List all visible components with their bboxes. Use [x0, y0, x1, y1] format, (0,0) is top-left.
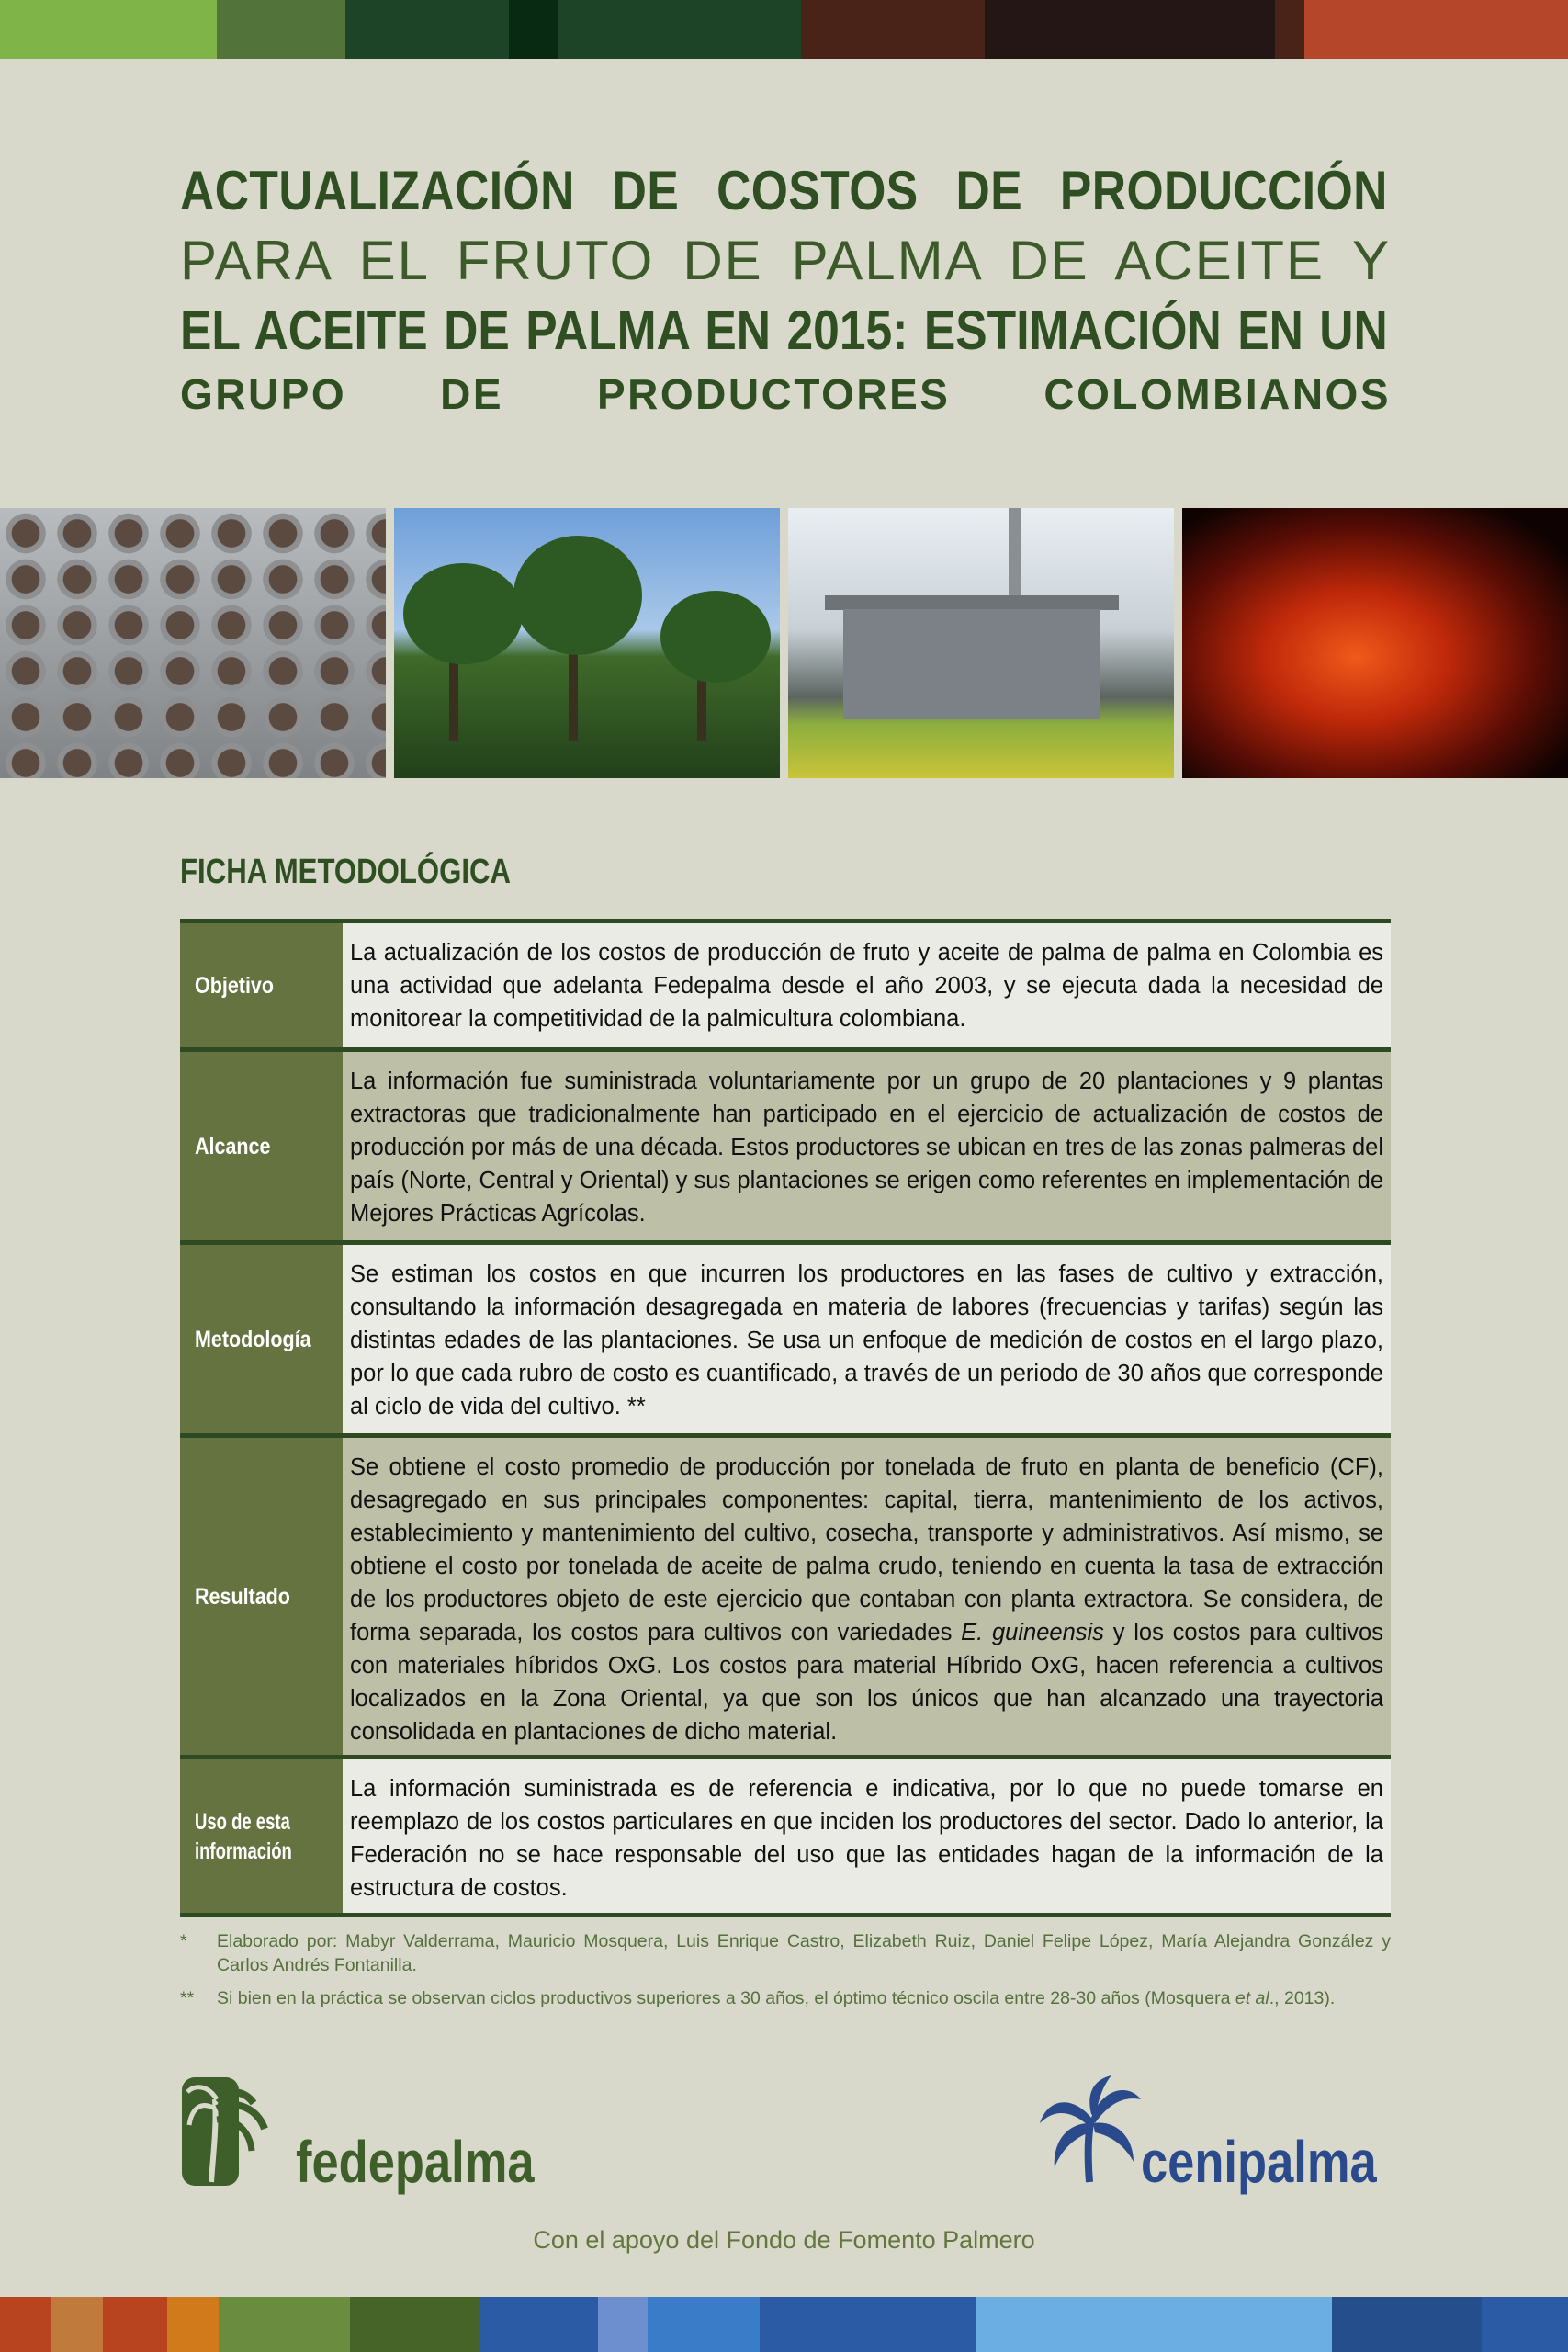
stripe-segment [509, 0, 558, 59]
stripe-segment [0, 0, 217, 59]
row-text: La información fue suministrada voluntariamente por un grupo de 20 plantaciones y 9 plantas extractoras que tradicionalmente han participado en el ejercicio de actualización de costos de producción por más de una década. Estos productores se ubican en tres de las zonas palmeras del país (Norte, Central y Oriental) y sus plantaciones se erigen como referentes en implementación de Mejores Prácticas Agrícolas. [343, 1052, 1391, 1240]
row-label-text [195, 1807, 308, 1866]
palm-fronds-icon [1034, 2072, 1145, 2191]
table-row-resultado [180, 1438, 1391, 1759]
section-title: FICHA METODOLÓGICA [180, 853, 512, 891]
footnote-text: Elaborado por: Mabyr Valderrama, Mauricio Mosquera, Luis Enrique Castro, Elizabeth Ruiz, Daniel Felipe López, María Alejandra González y Carlos Andrés Fontanilla. [217, 1931, 1391, 1975]
cenipalma-wordmark: cenipalma [1141, 2129, 1377, 2195]
footnote-text-part: ., 2013). [1269, 1988, 1336, 2008]
stripe-segment [801, 0, 985, 59]
stripe-segment [648, 2297, 760, 2352]
stripe-segment [217, 0, 345, 59]
table-row-alcance [180, 1052, 1391, 1245]
footnote-text [217, 1986, 1391, 2010]
row-label-line: Uso de esta [195, 1808, 290, 1835]
footnotes [180, 1929, 1391, 2019]
table-row-metodologia [180, 1245, 1391, 1438]
palm-oil-splash-photo [1182, 508, 1568, 778]
row-label [180, 1052, 343, 1240]
palm-leaf-icon [180, 2072, 299, 2191]
palm-crown [403, 563, 523, 664]
fedepalma-logo [180, 2072, 587, 2195]
palm-crown [660, 591, 771, 683]
stripe-segment [1332, 2297, 1482, 2352]
species-name: E. guineensis [961, 1620, 1104, 1645]
seedling-nursery-photo [0, 508, 386, 778]
row-text [343, 1438, 1391, 1755]
palm-trees-photo [394, 508, 780, 778]
row-label-text: Alcance [195, 1133, 271, 1159]
row-label [180, 1245, 343, 1433]
row-label-line: información [195, 1838, 292, 1864]
stripe-segment [1275, 0, 1304, 59]
footnote-marker: ** [180, 1988, 195, 2008]
stripe-segment [1482, 2297, 1568, 2352]
extraction-plant-photo [788, 508, 1174, 778]
stripe-segment [0, 2297, 51, 2352]
stripe-segment [219, 2297, 350, 2352]
plant-chimney [1009, 508, 1021, 609]
stripe-segment [103, 2297, 167, 2352]
bottom-color-stripe [0, 2297, 1568, 2352]
top-color-stripe [0, 0, 1568, 59]
row-label-text: Metodología [195, 1326, 311, 1352]
footnote-marker: * [180, 1931, 187, 1951]
title-line-3: EL ACEITE DE PALMA EN 2015: ESTIMACIÓN EN UN [180, 300, 1388, 361]
stripe-segment [350, 2297, 479, 2352]
document-title [180, 156, 1391, 423]
row-text-part: y los costos para cultivos con materiales híbridos OxG. Los costos para material Híbrido OxG, hacen referencia a cultivos localizados en la Zona Oriental, ya que son los únicos que han alcanzado una trayectoria consolidada en plantaciones de dicho material. [350, 1620, 1383, 1745]
plant-roof [825, 595, 1119, 610]
stripe-segment [558, 0, 801, 59]
row-label [180, 923, 343, 1047]
stripe-segment [479, 2297, 598, 2352]
row-label [180, 1438, 343, 1755]
table-row-objetivo [180, 923, 1391, 1052]
row-text: La información suministrada es de referencia e indicativa, por lo que no puede tomarse en reemplazo de los costos particulares en que inciden los productores del sector. Dado lo anterior, la Federación no se hace responsable del uso que las entidades hagan de la información de la estructura de costos. [343, 1759, 1391, 1913]
stripe-segment [167, 2297, 219, 2352]
row-label-text: Objetivo [195, 972, 275, 999]
footnote [180, 1986, 1391, 2010]
title-line-1: ACTUALIZACIÓN DE COSTOS DE PRODUCCIÓN [180, 160, 1388, 221]
fedepalma-wordmark: fedepalma [296, 2129, 535, 2195]
stripe-segment [985, 0, 1275, 59]
stripe-segment [760, 2297, 976, 2352]
stripe-segment [598, 2297, 648, 2352]
row-label-text: Resultado [195, 1583, 290, 1610]
footnote-italic: et al [1235, 1988, 1269, 2008]
photo-strip [0, 508, 1568, 778]
stripe-segment [51, 2297, 103, 2352]
methodology-table [180, 919, 1391, 1917]
stripe-segment [976, 2297, 1332, 2352]
row-text: Se estiman los costos en que incurren los productores en las fases de cultivo y extracción, consultando la información desagregada en materia de labores (frecuencias y tarifas) según las distintas edades de las plantaciones. Se usa un enfoque de medición de costos en el largo plazo, por lo que cada rubro de costo es cuantificado, a través de un periodo de 30 años que corresponde al ciclo de vida del cultivo. ** [343, 1245, 1391, 1433]
table-row-uso [180, 1759, 1391, 1917]
stripe-segment [1304, 0, 1568, 59]
row-label [180, 1759, 343, 1913]
footnote-text-part: Si bien en la práctica se observan ciclos productivos superiores a 30 años, el óptimo técnico oscila entre 28-30 años (Mosquera [217, 1988, 1235, 2008]
palm-crown [513, 536, 642, 655]
row-text-part: Se obtiene el costo promedio de producción por tonelada de fruto en planta de beneficio (CF), desagregado en sus principales componentes: capital, tierra, mantenimiento de los activos, establecimiento y mantenimiento del cultivo, cosecha, transporte y administrativos. Así mismo, se obtiene el costo por tonelada de aceite de palma crudo, teniendo en cuenta la tasa de extracción de los productores objeto de este ejercicio que contaban con planta extractora. Se considera, de forma separada, los costos para cultivos con variedades [350, 1454, 1383, 1645]
title-line-4: GRUPO DE PRODUCTORES COLOMBIANOS [180, 370, 1391, 418]
support-text: Con el apoyo del Fondo de Fomento Palmero [533, 2226, 1035, 2254]
row-text: La actualización de los costos de producción de fruto y aceite de palma de palma en Colombia es una actividad que adelanta Fedepalma desde el año 2003, y se ejecuta dada la necesidad de monitorear la competitividad de la palmicultura colombiana. [343, 923, 1391, 1047]
stripe-segment [345, 0, 509, 59]
footnote [180, 1929, 1391, 1977]
cenipalma-logo [1034, 2072, 1428, 2195]
plant-building [843, 609, 1100, 719]
title-line-2: PARA EL FRUTO DE PALMA DE ACEITE Y [180, 230, 1391, 291]
